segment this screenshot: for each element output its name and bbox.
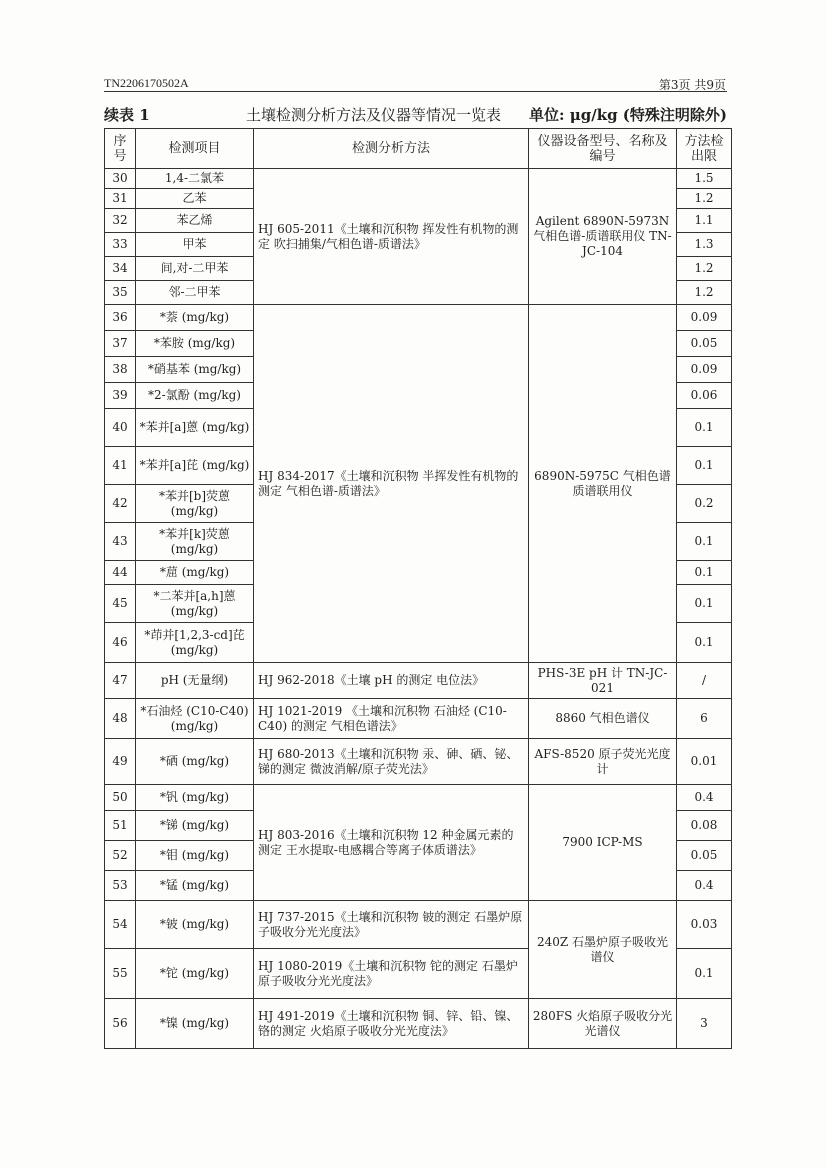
table-title: 土壤检测分析方法及仪器等情况一览表 <box>246 106 502 124</box>
table-row <box>105 663 732 699</box>
method-cell: HJ 1021-2019 《土壤和沉积物 石油烃 (C10-C40) 的测定 气相色谱法》 <box>254 699 529 739</box>
detection-limit: 0.1 <box>677 523 732 561</box>
row-number: 51 <box>105 811 136 841</box>
detection-limit: 0.1 <box>677 409 732 447</box>
method-cell: HJ 962-2018《土壤 pH 的测定 电位法》 <box>254 663 529 699</box>
row-number: 49 <box>105 739 136 785</box>
table-row <box>105 999 732 1049</box>
test-item: *萘 (mg/kg) <box>136 305 254 331</box>
detection-limit: 0.08 <box>677 811 732 841</box>
test-item: 间,对-二甲苯 <box>136 257 254 281</box>
instrument-cell: 8860 气相色谱仪 <box>529 699 677 739</box>
row-number: 50 <box>105 785 136 811</box>
row-number: 38 <box>105 357 136 383</box>
row-number: 41 <box>105 447 136 485</box>
test-item: *2-氯酚 (mg/kg) <box>136 383 254 409</box>
detection-limit: 0.1 <box>677 623 732 663</box>
detection-limit: 0.2 <box>677 485 732 523</box>
col-header-no: 序号 <box>105 129 136 169</box>
test-item: *铊 (mg/kg) <box>136 949 254 999</box>
detection-limit: 1.3 <box>677 233 732 257</box>
table-unit: 单位: μg/kg (特殊注明除外) <box>528 106 727 124</box>
method-cell: HJ 834-2017《土壤和沉积物 半挥发性有机物的测定 气相色谱-质谱法》 <box>254 305 529 663</box>
row-number: 35 <box>105 281 136 305</box>
detection-limit: 0.4 <box>677 871 732 901</box>
test-item: *镍 (mg/kg) <box>136 999 254 1049</box>
test-item: *苯并[a]蒽 (mg/kg) <box>136 409 254 447</box>
test-item: *铍 (mg/kg) <box>136 901 254 949</box>
test-item: *硒 (mg/kg) <box>136 739 254 785</box>
row-number: 52 <box>105 841 136 871</box>
col-header-limit: 方法检出限 <box>677 129 732 169</box>
page-indicator: 第3页 共9页 <box>658 78 726 92</box>
detection-limit: 0.1 <box>677 949 732 999</box>
method-cell: HJ 803-2016《土壤和沉积物 12 种金属元素的测定 王水提取-电感耦合等离子体质谱法》 <box>254 785 529 901</box>
test-item: *石油烃 (C10-C40) (mg/kg) <box>136 699 254 739</box>
detection-limit: 1.1 <box>677 209 732 233</box>
detection-limit: 0.09 <box>677 357 732 383</box>
row-number: 46 <box>105 623 136 663</box>
test-item: *苯胺 (mg/kg) <box>136 331 254 357</box>
detection-limit: 0.05 <box>677 841 732 871</box>
analysis-methods-table <box>104 128 732 1049</box>
row-number: 40 <box>105 409 136 447</box>
table-row <box>105 739 732 785</box>
col-header-method: 检测分析方法 <box>254 129 529 169</box>
instrument-cell: 280FS 火焰原子吸收分光光谱仪 <box>529 999 677 1049</box>
detection-limit: 1.2 <box>677 281 732 305</box>
table-row <box>105 169 732 189</box>
row-number: 55 <box>105 949 136 999</box>
test-item: *茚并[1,2,3-cd]芘 (mg/kg) <box>136 623 254 663</box>
method-cell: HJ 491-2019《土壤和沉积物 铜、锌、铅、镍、铬的测定 火焰原子吸收分光光度法》 <box>254 999 529 1049</box>
detection-limit: 0.01 <box>677 739 732 785</box>
row-number: 54 <box>105 901 136 949</box>
detection-limit: 6 <box>677 699 732 739</box>
test-item: *钼 (mg/kg) <box>136 841 254 871</box>
row-number: 39 <box>105 383 136 409</box>
detection-limit: 1.2 <box>677 189 732 209</box>
test-item: pH (无量纲) <box>136 663 254 699</box>
table-row <box>105 699 732 739</box>
row-number: 31 <box>105 189 136 209</box>
test-item: 苯乙烯 <box>136 209 254 233</box>
method-cell: HJ 1080-2019《土壤和沉积物 铊的测定 石墨炉原子吸收分光光度法》 <box>254 949 529 999</box>
instrument-cell: 7900 ICP-MS <box>529 785 677 901</box>
test-item: *锰 (mg/kg) <box>136 871 254 901</box>
detection-limit: 1.5 <box>677 169 732 189</box>
test-item: *锑 (mg/kg) <box>136 811 254 841</box>
test-item: *二苯并[a,h]蒽 (mg/kg) <box>136 585 254 623</box>
table-row <box>105 901 732 949</box>
detection-limit: 0.1 <box>677 585 732 623</box>
test-item: *硝基苯 (mg/kg) <box>136 357 254 383</box>
detection-limit: 0.09 <box>677 305 732 331</box>
test-item: *䓛 (mg/kg) <box>136 561 254 585</box>
detection-limit: 0.1 <box>677 561 732 585</box>
row-number: 44 <box>105 561 136 585</box>
row-number: 34 <box>105 257 136 281</box>
test-item: 邻-二甲苯 <box>136 281 254 305</box>
row-number: 30 <box>105 169 136 189</box>
detection-limit: 0.1 <box>677 447 732 485</box>
detection-limit: 1.2 <box>677 257 732 281</box>
detection-limit: / <box>677 663 732 699</box>
test-item: *苯并[b]荧蒽 (mg/kg) <box>136 485 254 523</box>
detection-limit: 0.03 <box>677 901 732 949</box>
test-item: *钒 (mg/kg) <box>136 785 254 811</box>
table-header-row <box>105 129 732 169</box>
row-number: 56 <box>105 999 136 1049</box>
row-number: 37 <box>105 331 136 357</box>
instrument-cell: PHS-3E pH 计 TN-JC-021 <box>529 663 677 699</box>
col-header-item: 检测项目 <box>136 129 254 169</box>
row-number: 45 <box>105 585 136 623</box>
row-number: 42 <box>105 485 136 523</box>
row-number: 43 <box>105 523 136 561</box>
instrument-cell: 6890N-5975C 气相色谱质谱联用仪 <box>529 305 677 663</box>
detection-limit: 0.06 <box>677 383 732 409</box>
row-number: 48 <box>105 699 136 739</box>
row-number: 33 <box>105 233 136 257</box>
detection-limit: 0.05 <box>677 331 732 357</box>
row-number: 47 <box>105 663 136 699</box>
detection-limit: 0.4 <box>677 785 732 811</box>
test-item: 1,4-二氯苯 <box>136 169 254 189</box>
detection-limit: 3 <box>677 999 732 1049</box>
instrument-cell: Agilent 6890N-5973N 气相色谱-质谱联用仪 TN-JC-104 <box>529 169 677 305</box>
col-header-instrument: 仪器设备型号、名称及编号 <box>529 129 677 169</box>
method-cell: HJ 605-2011《土壤和沉积物 挥发性有机物的测定 吹扫捕集/气相色谱-质谱法》 <box>254 169 529 305</box>
row-number: 36 <box>105 305 136 331</box>
table-row <box>105 305 732 331</box>
report-number: TN2206170502A <box>104 76 189 90</box>
table-continuation-label: 续表 1 <box>104 106 150 124</box>
method-cell: HJ 737-2015《土壤和沉积物 铍的测定 石墨炉原子吸收分光光度法》 <box>254 901 529 949</box>
header-rule <box>104 91 727 92</box>
test-item: 乙苯 <box>136 189 254 209</box>
test-item: 甲苯 <box>136 233 254 257</box>
row-number: 32 <box>105 209 136 233</box>
instrument-cell: 240Z 石墨炉原子吸收光谱仪 <box>529 901 677 999</box>
row-number: 53 <box>105 871 136 901</box>
instrument-cell: AFS-8520 原子荧光光度计 <box>529 739 677 785</box>
table-row <box>105 785 732 811</box>
test-item: *苯并[a]芘 (mg/kg) <box>136 447 254 485</box>
test-item: *苯并[k]荧蒽 (mg/kg) <box>136 523 254 561</box>
method-cell: HJ 680-2013《土壤和沉积物 汞、砷、硒、铋、锑的测定 微波消解/原子荧光法》 <box>254 739 529 785</box>
